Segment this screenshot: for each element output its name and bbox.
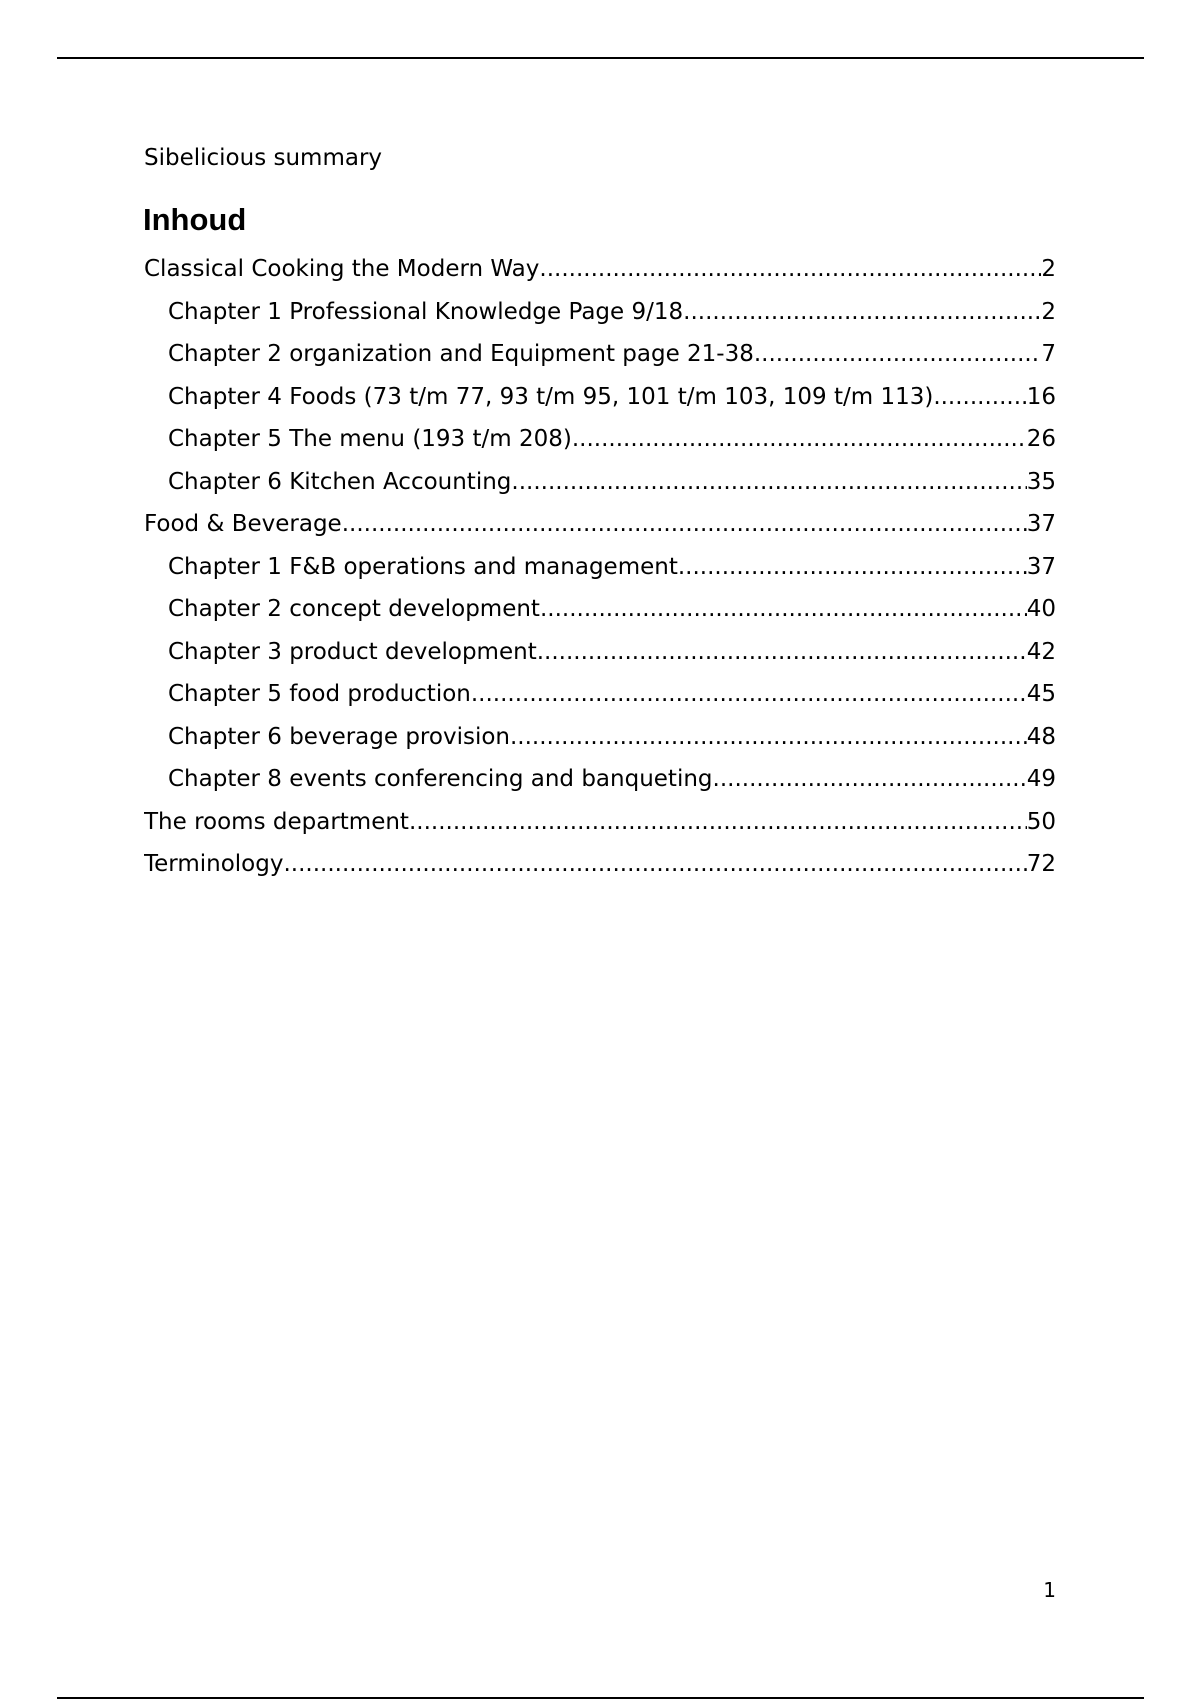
toc-dot-leader (537, 637, 1027, 667)
toc-entry-fb-operations[interactable] (144, 552, 1056, 595)
toc-entry-title: Chapter 6 beverage provision (168, 723, 510, 750)
toc-entry-title: The rooms department (144, 808, 409, 835)
toc-entry-page: 37 (1026, 511, 1056, 537)
toc-entry-product-development[interactable] (144, 637, 1056, 680)
toc-dot-leader (678, 552, 1027, 582)
toc-dot-leader (342, 509, 1027, 539)
toc-entry-terminology[interactable] (144, 849, 1056, 892)
toc-dot-leader (539, 254, 1041, 284)
toc-entry-title: Chapter 1 Professional Knowledge Page 9/18 (168, 298, 684, 325)
toc-dot-leader (471, 679, 1027, 709)
toc-entry-title: Chapter 3 product development (168, 638, 537, 665)
page-number: 1 (1043, 1578, 1056, 1602)
toc-entry-page: 50 (1026, 808, 1056, 835)
toc-dot-leader (510, 722, 1027, 752)
toc-entry-beverage-provision[interactable] (144, 722, 1056, 765)
toc-dot-leader (283, 849, 1026, 879)
toc-entry-classical-cooking[interactable] (144, 254, 1056, 297)
toc-entry-title: Chapter 5 The menu (193 t/m 208) (168, 426, 572, 452)
toc-entry-foods[interactable] (144, 382, 1056, 425)
toc-entry-page: 49 (1026, 766, 1056, 792)
toc-entry-title: Chapter 5 food production (168, 681, 471, 707)
toc-entry-page: 72 (1026, 851, 1056, 877)
toc-dot-leader (754, 339, 1041, 369)
toc-entry-title: Chapter 8 events conferencing and banqueting (168, 766, 713, 792)
toc-entry-professional-knowledge[interactable] (144, 297, 1056, 340)
toc-entry-concept-development[interactable] (144, 594, 1056, 637)
toc-entry-rooms-department[interactable] (144, 807, 1056, 850)
toc-dot-leader (713, 764, 1027, 794)
toc-heading: Inhoud (143, 202, 247, 237)
toc-entry-page: 40 (1026, 596, 1056, 622)
toc-entry-page: 35 (1026, 468, 1056, 495)
toc-dot-leader (511, 467, 1026, 497)
toc-entry-food-production[interactable] (144, 679, 1056, 722)
toc-entry-title: Classical Cooking the Modern Way (144, 256, 540, 282)
document-subtitle: Sibelicious summary (144, 145, 383, 171)
toc-entry-kitchen-accounting[interactable] (144, 467, 1056, 510)
toc-entry-title: Food & Beverage (144, 511, 342, 537)
toc-entry-title: Chapter 6 Kitchen Accounting (168, 468, 512, 495)
toc-entry-page: 16 (1026, 383, 1056, 410)
toc-entry-title: Terminology (144, 851, 284, 877)
toc-entry-food-beverage[interactable] (144, 509, 1056, 552)
toc-dot-leader (933, 382, 1026, 412)
toc-dot-leader (683, 297, 1041, 327)
toc-entry-page: 26 (1026, 426, 1056, 452)
toc-dot-leader (409, 807, 1027, 837)
toc-entry-the-menu[interactable] (144, 424, 1056, 467)
footer-rule (57, 1697, 1144, 1699)
toc-entry-page: 48 (1026, 723, 1056, 750)
toc-entry-page: 37 (1026, 553, 1056, 580)
toc-entry-title: Chapter 2 concept development (168, 596, 540, 622)
toc-entry-page: 42 (1026, 638, 1056, 665)
toc-entry-events-conferencing[interactable] (144, 764, 1056, 807)
toc-entry-organization-equipment[interactable] (144, 339, 1056, 382)
toc-dot-leader (540, 594, 1027, 624)
table-of-contents (144, 254, 1056, 892)
toc-entry-title: Chapter 4 Foods (73 t/m 77, 93 t/m 95, 101 t/m 103, 109 t/m 113) (168, 383, 934, 410)
header-rule (57, 57, 1144, 59)
toc-entry-title: Chapter 1 F&B operations and management (168, 553, 678, 580)
toc-entry-page: 45 (1026, 681, 1056, 707)
toc-entry-title: Chapter 2 organization and Equipment page 21-38 (168, 341, 754, 367)
toc-entry-page: 7 (1041, 341, 1056, 367)
toc-entry-page: 2 (1041, 298, 1056, 325)
toc-entry-page: 2 (1041, 256, 1056, 282)
toc-dot-leader (572, 424, 1027, 454)
